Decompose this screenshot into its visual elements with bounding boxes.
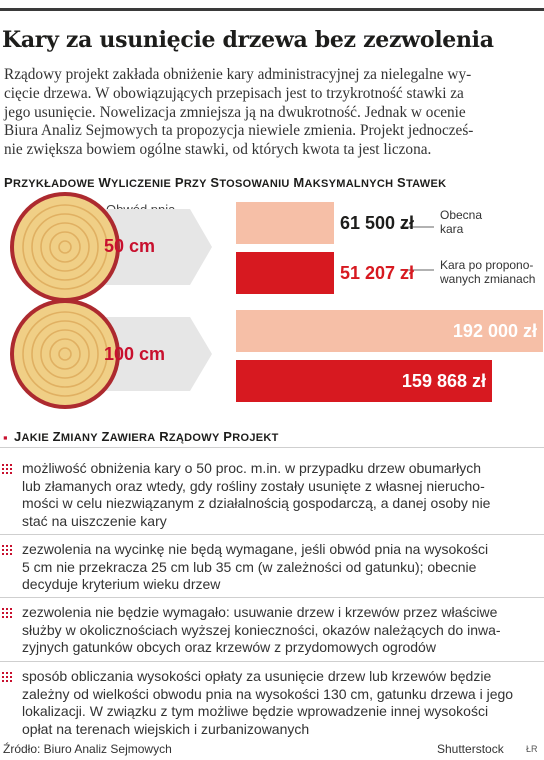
change-item-line: sposób obliczania wysokości opłaty za usunięcie drzew lub krzewów będzie <box>22 668 492 684</box>
divider <box>0 661 544 662</box>
intro-line: cięcie drzewa. W obowiązujących przepisach jest to trzykrotność stawki za <box>4 84 464 102</box>
photo-credit: Shutterstock <box>437 742 504 756</box>
change-item-line: stać na uiszczenie kary <box>22 512 167 529</box>
changes-section-title: JAKIE ZMIANY ZAWIERA RZĄDOWY PROJEKT <box>14 429 279 444</box>
bar-value-label: 51 207 zł <box>340 263 415 283</box>
circumference-value: 100 cm <box>104 344 166 364</box>
section-marker-icon: ▪ <box>3 430 8 445</box>
wood-disc <box>14 303 116 405</box>
bar-proposed-penalty <box>236 252 334 294</box>
legend-current: Obecna kara <box>440 208 483 236</box>
wood-disc <box>14 196 116 298</box>
change-item-line: 5 cm nie przekracza 25 cm lub 35 cm (w zależności od gatunku); obecnie <box>22 558 477 575</box>
divider <box>0 447 544 448</box>
intro-line: nie zwiększa bowiem ogólne stawki, od których kwota ta jest liczona. <box>4 141 432 159</box>
bar-value-label: 159 868 zł <box>401 371 486 391</box>
change-item <box>22 541 537 594</box>
change-item-line: możliwość obniżenia kary o 50 proc. m.in. w przypadku drzew obumarłych <box>22 460 482 476</box>
change-item-line: lokalizacji. W związku z tym możliwe będzie wprowadzenie innej wysokości <box>22 703 489 720</box>
circumference-value: 50 cm <box>104 236 156 256</box>
change-item-line: mości w celu niezwiązanym z działalnością gospodarczą, a danej osoby nie <box>22 495 491 512</box>
change-item-line: zyjnych gatunków obcych oraz krzewów z przydomowych ogrodów <box>22 639 436 656</box>
intro-line: jego usunięcie. Nowelizacja zmniejsza ją na dwukrotność. Jednak w ocenie <box>4 103 466 121</box>
change-item <box>22 460 537 530</box>
bar-value-label: 192 000 zł <box>452 321 537 341</box>
bullet-dots-icon <box>2 608 16 657</box>
legend-proposed: Kara po propono- wanych zmianach <box>440 258 536 286</box>
bullet-dots-icon <box>2 464 16 530</box>
bullet-dots-icon <box>2 672 16 738</box>
divider <box>0 597 544 598</box>
divider <box>0 534 544 535</box>
change-item-line: decyduje kryterium wieku drzew <box>22 576 221 593</box>
change-item-line: lub złamanych oraz wtedy, gdy rośliny zostały usunięte z własnej nierucho- <box>22 477 485 494</box>
author-initials: ŁR <box>526 744 538 754</box>
change-item-line: zezwolenia nie będzie wymagało: usuwanie drzew i krzewów przez właściwe <box>22 604 498 620</box>
page-title: Kary za usunięcie drzewa bez zezwolenia <box>2 27 494 53</box>
change-item-line: zależny od wielkości obwodu pnia na wysokości 130 cm, gatunku drzewa i jego <box>22 685 514 702</box>
intro-line: Biura Analiz Sejmowych ta propozycja niewiele zmienia. Projekt jednocześ- <box>4 122 474 140</box>
bar-value-label: 61 500 zł <box>340 213 415 233</box>
bar-current-penalty <box>236 202 334 244</box>
intro-line: Rządowy projekt zakłada obniżenie kary administracyjnej za nielegalne wy- <box>4 66 472 83</box>
change-item-line: służby w okolicznościach wyższej konieczności, okazów należących do inwa- <box>22 621 501 638</box>
calc-section-title: PRZYKŁADOWE WYLICZENIE PRZY STOSOWANIU MAKSYMALNYCH STAWEK <box>4 175 447 190</box>
change-item <box>22 668 537 738</box>
change-item-line: zezwolenia na wycinkę nie będą wymagane, jeśli obwód pnia na wysokości <box>22 541 489 557</box>
change-item-line: opłat na terenach wiejskich i zurbanizowanych <box>22 720 310 737</box>
bullet-dots-icon <box>2 545 16 594</box>
source-note: Źródło: Biuro Analiz Sejmowych <box>3 742 172 756</box>
change-item <box>22 604 537 657</box>
